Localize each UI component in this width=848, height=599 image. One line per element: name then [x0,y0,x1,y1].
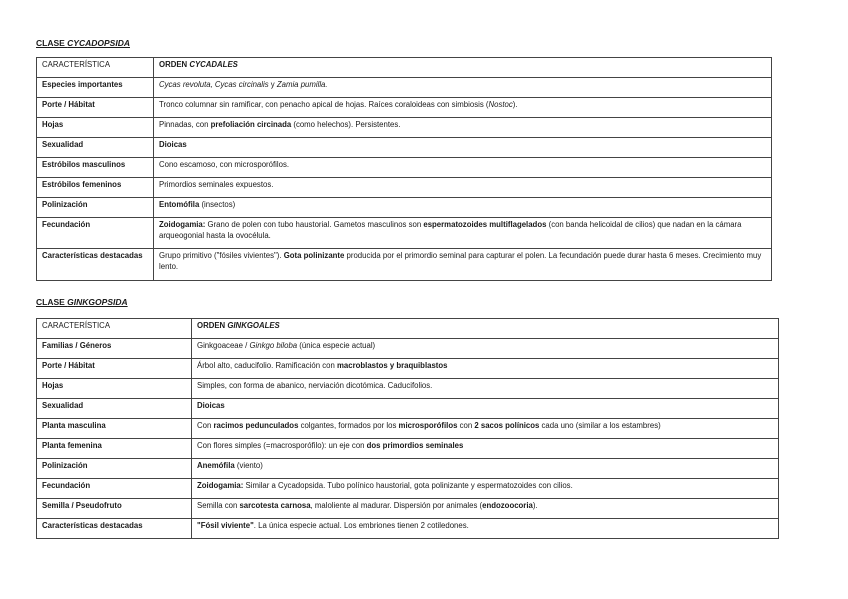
row-label: Fecundación [37,479,192,499]
value-segment: Dioicas [197,401,225,410]
value-segment: . La única especie actual. Los embriones tienen 2 cotiledones. [253,521,469,530]
heading-prefix: CLASE [36,297,68,307]
row-label: Especies importantes [37,78,154,98]
row-value [192,459,779,479]
value-segment: y [268,80,277,89]
value-segment: prefoliación circinada [210,120,292,129]
row-label: Características destacadas [37,249,154,281]
table-row [37,379,779,399]
row-value [192,359,779,379]
table-row [37,479,779,499]
row-label: Polinización [37,459,192,479]
table-row [37,439,779,459]
row-label: Semilla / Pseudofruto [37,499,192,519]
row-value [154,158,772,178]
row-label: Porte / Hábitat [37,98,154,118]
value-segment: endozoocoria [482,501,533,510]
value-segment: con [457,421,475,430]
header-value [192,319,779,339]
row-label: Planta masculina [37,419,192,439]
row-label: Fecundación [37,218,154,249]
order-name: CYCADALES [189,60,238,69]
value-segment: Nostoc [488,100,513,109]
table-row [37,78,772,98]
table-row [37,419,779,439]
value-segment: Primordios seminales expuestos. [159,180,274,189]
table-row [37,399,779,419]
order-prefix: ORDEN [197,321,228,330]
value-segment: macroblastos y braquiblastos [336,361,448,370]
row-label: Polinización [37,198,154,218]
value-segment: (insectos) [199,200,236,209]
value-segment: sarcotesta carnosa [239,501,311,510]
row-value [192,499,779,519]
heading-prefix: CLASE [36,38,68,48]
value-segment: espermatozoides multiflagelados [423,220,547,229]
table-row [37,519,779,539]
order-name: GINKGOALES [227,321,280,330]
row-label: Estróbilos masculinos [37,158,154,178]
value-segment: dos primordios seminales [366,441,464,450]
table-row [37,98,772,118]
value-segment: Árbol alto, caducifolio. Ramificación con [197,361,337,370]
header-label: CARACTERÍSTICA [37,58,154,78]
row-value [192,419,779,439]
order-prefix: ORDEN [159,60,190,69]
table-row [37,218,772,249]
value-segment: Cono escamoso, con microsporófilos. [159,160,290,169]
value-segment: racimos pedunculados [213,421,299,430]
row-label: Hojas [37,379,192,399]
row-label: Familias / Géneros [37,339,192,359]
row-value [154,138,772,158]
value-segment: colgantes, formados por los [298,421,399,430]
ginkgopsida-table [36,318,779,539]
table-row [37,178,772,198]
row-value [192,339,779,359]
row-value [154,118,772,138]
row-value [154,178,772,198]
heading-name: CYCADOPSIDA [67,38,130,48]
value-segment: Dioicas [159,140,187,149]
row-label: Porte / Hábitat [37,359,192,379]
row-value [154,218,772,249]
row-value [192,519,779,539]
value-segment: Con flores simples (=macrosporófilo): un eje con [197,441,367,450]
row-label: Hojas [37,118,154,138]
header-label: CARACTERÍSTICA [37,319,192,339]
value-segment: (como helechos). Persistentes. [291,120,401,129]
value-segment: Ginkgo biloba [249,341,298,350]
row-value [154,98,772,118]
value-segment: microsporófilos [398,421,458,430]
value-segment: , maloliente al madurar. Dispersión por animales ( [310,501,483,510]
value-segment: Anemófila [197,461,235,470]
value-segment: ). [532,501,538,510]
section-heading-cycadopsida [36,38,130,48]
row-value [192,439,779,459]
value-segment: Ginkgoaceae / [197,341,250,350]
value-segment: Grupo primitivo ("fósiles vivientes"). [159,251,284,260]
row-label: Sexualidad [37,399,192,419]
value-segment: Gota polinizante [283,251,345,260]
row-value [154,78,772,98]
section-heading-ginkgopsida [36,297,128,307]
value-segment: Pinnadas, con [159,120,211,129]
row-label: Estróbilos femeninos [37,178,154,198]
value-segment: producida por el primordio seminal para capturar el polen. La fecundación puede durar hasta 6 meses. Crecimiento muy lento. [159,251,762,271]
table-row [37,138,772,158]
row-label: Planta femenina [37,439,192,459]
cycadopsida-table [36,57,772,281]
table-row [37,499,779,519]
value-segment: ). [512,100,518,109]
table-row [37,459,779,479]
value-segment: Cycas revoluta, Cycas circinalis [159,80,269,89]
value-segment: (con banda helicoidal de cilios) que nadan en la cámara arqueogonial hasta la ovocélula. [159,220,742,240]
row-value [192,479,779,499]
heading-name: GINKGOPSIDA [67,297,128,307]
table-row [37,198,772,218]
value-segment: Con [197,421,214,430]
row-label: Características destacadas [37,519,192,539]
row-value [192,399,779,419]
value-segment: Entomófila [159,200,200,209]
value-segment: cada uno (similar a los estambres) [539,421,661,430]
value-segment: Tronco columnar sin ramificar, con penacho apical de hojas. Raíces coraloideas con simbiosis ( [159,100,489,109]
value-segment: (única especie actual) [297,341,376,350]
header-value [154,58,772,78]
table-header-row [37,319,779,339]
table-row [37,249,772,281]
table-row [37,359,779,379]
value-segment: Semilla con [197,501,240,510]
value-segment: (viento) [234,461,263,470]
table-row [37,158,772,178]
value-segment: Similar a Cycadopsida. Tubo polínico haustorial, gota polinizante y espermatozoides con cilios. [243,481,573,490]
row-value [154,198,772,218]
row-value [192,379,779,399]
value-segment: "Fósil viviente" [197,521,254,530]
row-label: Sexualidad [37,138,154,158]
table-row [37,339,779,359]
value-segment: Grano de polen con tubo haustorial. Gametos masculinos son [205,220,424,229]
value-segment: Zoidogamia: [159,220,206,229]
value-segment: Zamia pumilla. [276,80,328,89]
row-value [154,249,772,281]
table-header-row [37,58,772,78]
table-row [37,118,772,138]
value-segment: Zoidogamia: [197,481,244,490]
value-segment: 2 sacos polínicos [474,421,540,430]
value-segment: Simples, con forma de abanico, nerviación dicotómica. Caducifolios. [197,381,433,390]
